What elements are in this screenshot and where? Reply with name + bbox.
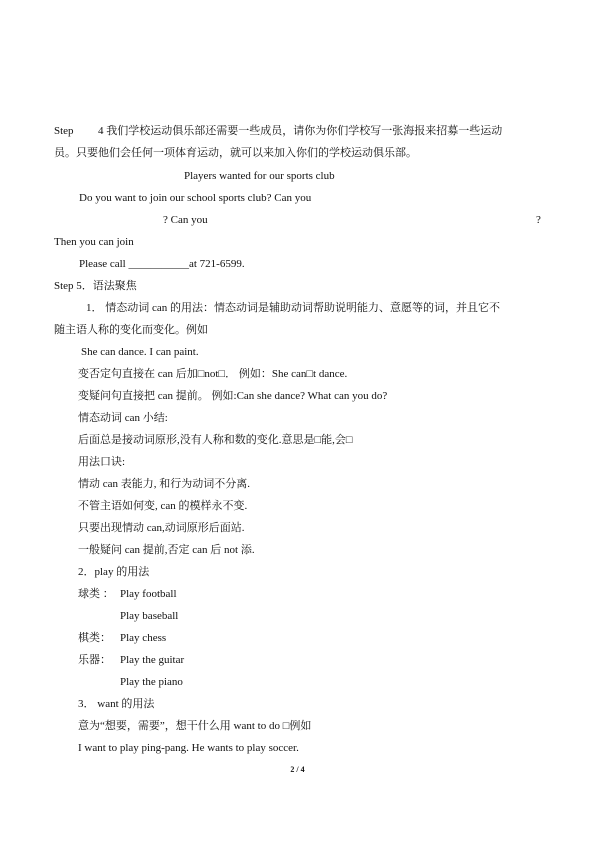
rhyme-line4: 一般疑问 can 提前,否定 can 后 not 添. (78, 544, 255, 556)
play-usage-title: 2．play 的用法 (78, 566, 150, 578)
page-number: 2 / 4 (290, 765, 305, 774)
can-usage-line2: 随主语人称的变化而变化。例如 (54, 324, 208, 336)
can-example: She can dance. I can paint. (81, 346, 199, 358)
want-usage-title: 3． want 的用法 (78, 698, 155, 710)
step4-instruction-line1: 4 我们学校运动俱乐部还需要一些成员，请你为你们学校写一张海报来招募一些运动 (98, 125, 503, 137)
ball-example2: Play baseball (120, 610, 179, 622)
poster-title: Players wanted for our sports club (184, 170, 335, 182)
can-negative-rule: 变否定句直接在 can 后加□not□． 例如：She can□t dance. (78, 368, 348, 380)
rhyme-title: 用法口诀: (78, 456, 126, 468)
music-label: 乐器： (78, 654, 111, 666)
poster-line1: Do you want to join our school sports club? Can you (79, 192, 312, 204)
step4-instruction-line2: 员。只要他们会任何一项体育运动，就可以来加入你们的学校运动俱乐部。 (54, 147, 417, 159)
can-usage-line1: 1． 情态动词 can 的用法：情态动词是辅助动词帮助说明能力、意愿等的词，并且它不 (86, 302, 501, 314)
ball-example1: Play football (120, 588, 177, 600)
rhyme-line3: 只要出现情动 can,动词原形后面站. (78, 522, 245, 534)
poster-line3: Then you can join (54, 236, 134, 248)
poster-line2-a: ? Can you (163, 214, 208, 226)
can-question-rule: 变疑问句直接把 can 提前。 例如:Can she dance? What can you do? (78, 390, 388, 402)
music-example2: Play the piano (120, 676, 183, 688)
rhyme-line2: 不管主语如何变, can 的模样永不变. (78, 500, 248, 512)
can-summary-title: 情态动词 can 小结: (78, 412, 168, 424)
poster-line4: Please call ___________at 721-6599. (79, 258, 245, 270)
step5-heading: Step 5．语法聚焦 (54, 280, 137, 292)
chess-label: 棋类： (78, 632, 111, 644)
chess-example: Play chess (120, 632, 167, 644)
music-example1: Play the guitar (120, 654, 185, 666)
rhyme-line1: 情动 can 表能力, 和行为动词不分离. (78, 478, 251, 490)
want-usage-body: 意为“想要，需要”，想干什么用 want to do □例如 (78, 720, 312, 732)
want-example: I want to play ping-pang. He wants to play soccer. (78, 742, 299, 754)
can-summary-body: 后面总是接动词原形,没有人称和数的变化.意思是□能,会□ (78, 434, 353, 446)
ball-label: 球类 ： (78, 588, 114, 600)
poster-line2-b: ? (536, 214, 541, 226)
step4-label: Step (54, 125, 74, 137)
